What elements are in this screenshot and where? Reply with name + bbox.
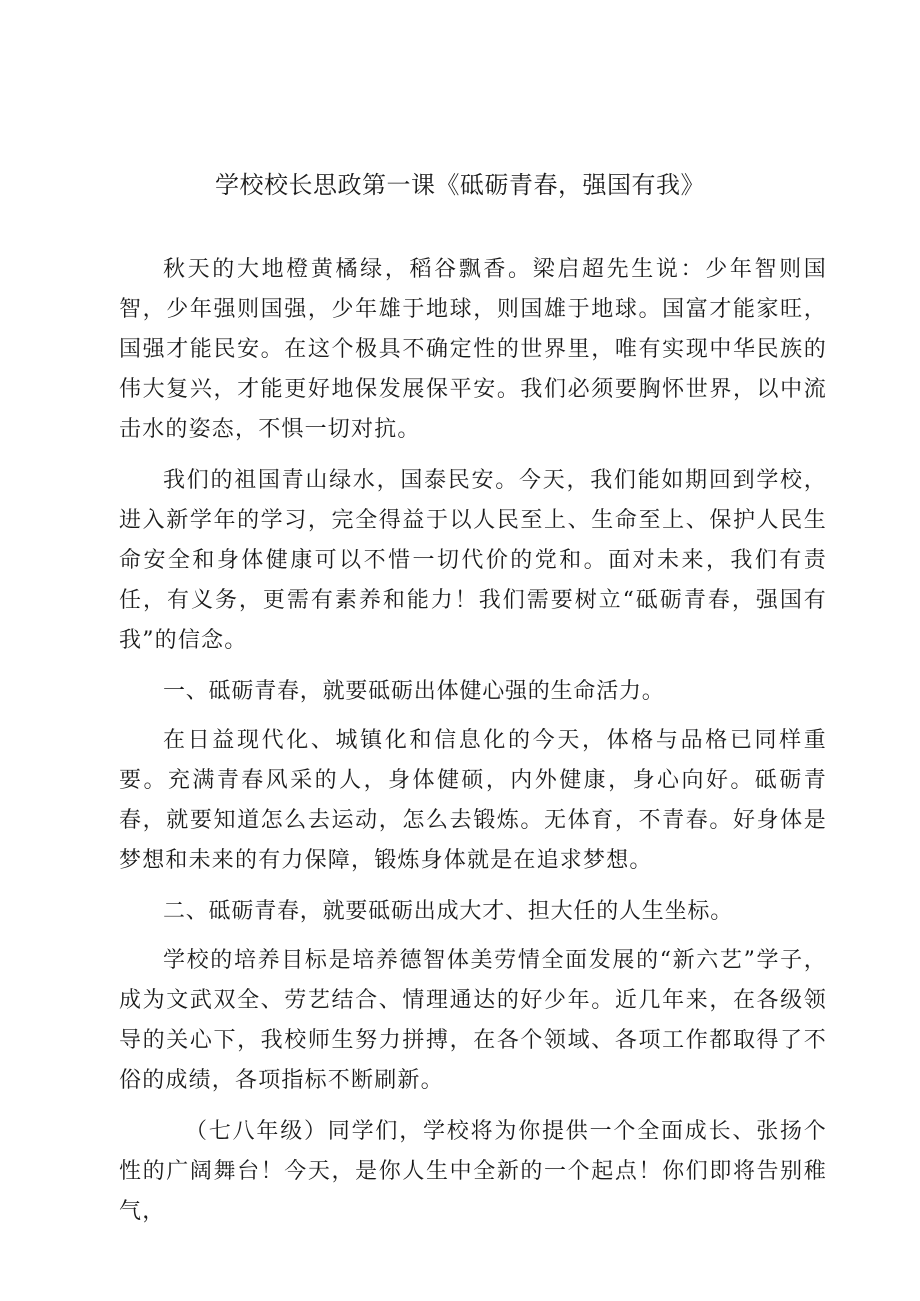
document-body bbox=[119, 250, 827, 1243]
body-paragraph: 在日益现代化、城镇化和信息化的今天，体格与品格已同样重要。充满青春风采的人，身体健硕，内外健康，身心向好。砥砺青春，就要知道怎么去运动，怎么去锻炼。无体育，不青春。好身体是梦想和未来的有力保障，锻炼身体就是在追求梦想。 bbox=[119, 728, 827, 873]
body-paragraph: （七八年级）同学们，学校将为你提供一个全面成长、张扬个性的广阔舞台！今天，是你人生中全新的一个起点！你们即将告别稚气， bbox=[119, 1119, 827, 1224]
document-title: 学校校长思政第一课《砥砺青春，强国有我》 bbox=[215, 171, 705, 199]
body-paragraph: 我们的祖国青山绿水，国泰民安。今天，我们能如期回到学校，进入新学年的学习，完全得益于以人民至上、生命至上、保护人民生命安全和身体健康可以不惜一切代价的党和。面对未来，我们有责任，有义务，更需有素养和能力！我们需要树立“砥砺青春，强国有我”的信念。 bbox=[119, 468, 827, 653]
section-heading-1: 一、砥砺青春，就要砥砺出体健心强的生命活力。 bbox=[163, 679, 665, 704]
section-heading-2: 二、砥砺青春，就要砥砺出成大才、担大任的人生坐标。 bbox=[163, 899, 734, 924]
body-paragraph: 学校的培养目标是培养德智体美劳情全面发展的“新六艺”学子，成为文武双全、劳艺结合、情理通达的好少年。近几年来，在各级领导的关心下，我校师生努力拼搏，在各个领域、各项工作都取得了不俗的成绩，各项指标不断刷新。 bbox=[119, 948, 827, 1093]
body-paragraph: 秋天的大地橙黄橘绿，稻谷飘香。梁启超先生说：少年智则国智，少年强则国强，少年雄于地球，则国雄于地球。国富才能家旺，国强才能民安。在这个极具不确定性的世界里，唯有实现中华民族的伟大复兴，才能更好地保发展保平安。我们必须要胸怀世界，以中流击水的姿态，不惧一切对抗。 bbox=[119, 257, 827, 442]
